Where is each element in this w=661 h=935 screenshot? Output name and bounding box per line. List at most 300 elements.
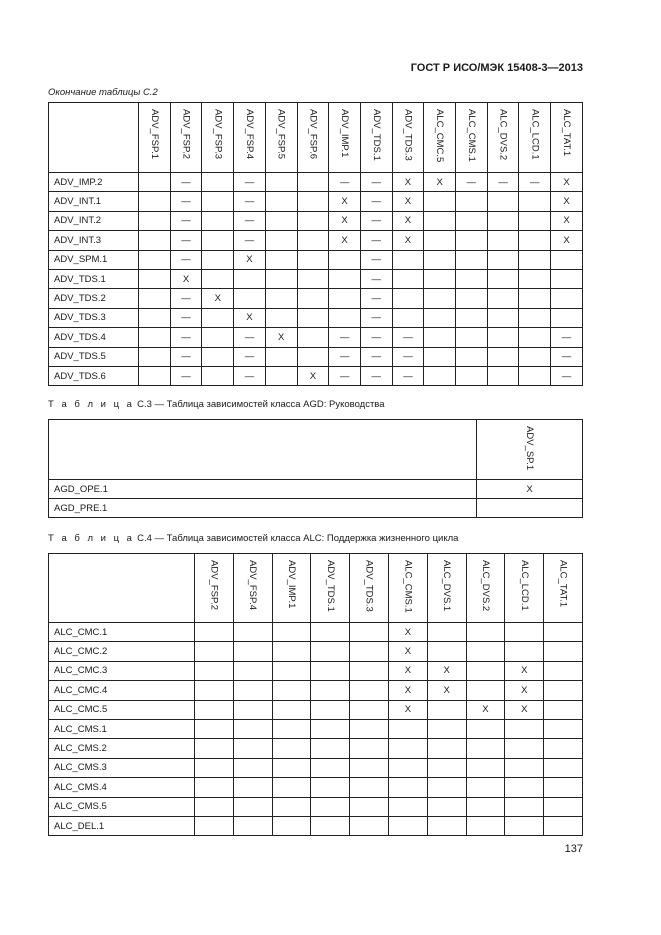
row-label: ADV_SPM.1	[49, 250, 139, 269]
dependency-cell	[350, 816, 389, 835]
dependency-cell	[311, 623, 350, 642]
table-row	[49, 623, 583, 642]
row-label: ADV_INT.1	[49, 192, 139, 211]
dependency-cell	[456, 366, 488, 385]
row-label: ADV_TDS.6	[49, 366, 139, 385]
dependency-cell: —	[360, 173, 392, 192]
dependency-cell	[487, 231, 519, 250]
dependency-cell	[487, 289, 519, 308]
dependency-cell	[234, 289, 266, 308]
dependency-cell	[272, 661, 311, 680]
dependency-cell	[388, 719, 427, 738]
column-header-label: ALC_CMC.5	[434, 109, 446, 163]
dependency-cell: —	[329, 347, 361, 366]
dependency-cell: X	[388, 642, 427, 661]
dependency-cell	[297, 231, 329, 250]
column-header-label: ADV_FSP.5	[275, 109, 287, 159]
dependency-cell	[424, 269, 456, 288]
dependency-cell	[139, 328, 171, 347]
dependency-cell	[139, 211, 171, 230]
dependency-cell	[195, 816, 234, 835]
column-header	[234, 103, 266, 173]
table-row	[49, 661, 583, 680]
row-label: ALC_CMC.1	[49, 623, 195, 642]
column-header-label: ADV_FSP.2	[208, 560, 220, 610]
dependency-cell: —	[487, 173, 519, 192]
dependency-cell	[466, 797, 505, 816]
dependency-cell	[519, 250, 551, 269]
column-header-label: ALC_CMS.1	[402, 560, 414, 613]
dependency-cell: X	[427, 661, 466, 680]
column-header-label: ALC_LCD.1	[518, 560, 530, 611]
dependency-cell	[456, 250, 488, 269]
dependency-cell	[456, 192, 488, 211]
row-label: AGD_OPE.1	[49, 480, 477, 499]
dependency-cell: —	[360, 211, 392, 230]
table-row	[49, 758, 583, 777]
dependency-cell	[350, 758, 389, 777]
dependency-cell	[202, 328, 234, 347]
table-row	[49, 719, 583, 738]
dependency-cell: —	[456, 173, 488, 192]
dependency-cell: X	[388, 661, 427, 680]
dependency-cell: —	[360, 366, 392, 385]
dependency-cell	[350, 623, 389, 642]
table-row	[49, 797, 583, 816]
dependency-cell	[272, 642, 311, 661]
row-label: ALC_DEL.1	[49, 816, 195, 835]
dependency-cell	[544, 623, 583, 642]
table-row	[49, 173, 583, 192]
dependency-cell	[427, 758, 466, 777]
dependency-cell	[272, 681, 311, 700]
dependency-cell: X	[388, 623, 427, 642]
table-row	[49, 642, 583, 661]
column-header-label: ALC_DVS.2	[479, 560, 491, 612]
dependency-cell	[233, 642, 272, 661]
row-label: ADV_INT.3	[49, 231, 139, 250]
dependency-cell	[477, 499, 583, 518]
dependency-cell	[297, 250, 329, 269]
column-header	[195, 554, 234, 623]
header-corner-cell	[49, 420, 477, 480]
dependency-cell: X	[388, 681, 427, 700]
dependency-cell	[202, 366, 234, 385]
dependency-cell	[329, 308, 361, 327]
dependency-cell	[519, 347, 551, 366]
column-header-label: ADV_FSP.1	[148, 109, 160, 159]
dependency-cell	[427, 778, 466, 797]
column-header	[170, 103, 202, 173]
dependency-cell: X	[466, 700, 505, 719]
dependency-cell	[456, 211, 488, 230]
dependency-cell: X	[170, 269, 202, 288]
table-c4	[48, 553, 583, 836]
dependency-cell	[388, 739, 427, 758]
table-c3	[48, 419, 583, 518]
column-header	[424, 103, 456, 173]
dependency-cell	[392, 250, 424, 269]
dependency-cell	[466, 681, 505, 700]
column-header	[265, 103, 297, 173]
column-header-label: ALC_TAT.1	[560, 109, 572, 157]
dependency-cell: X	[202, 289, 234, 308]
dependency-cell: —	[551, 328, 583, 347]
column-header-label: ALC_DVS.1	[441, 560, 453, 612]
dependency-cell	[456, 269, 488, 288]
dependency-cell	[195, 700, 234, 719]
dependency-cell	[519, 211, 551, 230]
dependency-cell: —	[170, 328, 202, 347]
dependency-cell: —	[360, 192, 392, 211]
dependency-cell	[424, 250, 456, 269]
row-label: ALC_CMC.5	[49, 700, 195, 719]
dependency-cell: —	[234, 347, 266, 366]
column-header	[519, 103, 551, 173]
dependency-cell	[139, 347, 171, 366]
dependency-cell	[519, 231, 551, 250]
header-corner-cell	[49, 554, 195, 623]
dependency-cell	[350, 797, 389, 816]
dependency-cell: —	[360, 269, 392, 288]
column-header	[360, 103, 392, 173]
column-header	[233, 554, 272, 623]
dependency-cell	[195, 758, 234, 777]
dependency-cell	[311, 700, 350, 719]
table-row	[49, 289, 583, 308]
dependency-cell	[297, 347, 329, 366]
dependency-cell	[544, 739, 583, 758]
dependency-cell	[272, 700, 311, 719]
dependency-cell	[139, 192, 171, 211]
dependency-cell	[350, 661, 389, 680]
dependency-cell: X	[505, 681, 544, 700]
column-header-label: ALC_LCD.1	[529, 109, 541, 160]
dependency-cell: —	[329, 366, 361, 385]
dependency-cell: X	[477, 480, 583, 499]
dependency-cell	[272, 623, 311, 642]
dependency-cell	[456, 328, 488, 347]
dependency-cell	[388, 778, 427, 797]
dependency-cell	[311, 816, 350, 835]
dependency-cell	[350, 700, 389, 719]
row-label: ADV_INT.2	[49, 211, 139, 230]
dependency-cell	[202, 211, 234, 230]
dependency-cell	[272, 739, 311, 758]
dependency-cell	[311, 758, 350, 777]
column-header	[392, 103, 424, 173]
dependency-cell	[466, 623, 505, 642]
table-row	[49, 308, 583, 327]
column-header	[477, 420, 583, 480]
dependency-cell	[202, 347, 234, 366]
table-row	[49, 211, 583, 230]
dependency-cell	[427, 719, 466, 738]
column-header-label: ADV_IMP.1	[285, 560, 297, 609]
dependency-cell: —	[234, 192, 266, 211]
dependency-cell: —	[170, 250, 202, 269]
dependency-cell	[427, 623, 466, 642]
dependency-cell	[297, 192, 329, 211]
dependency-cell	[272, 719, 311, 738]
table-row	[49, 366, 583, 385]
column-header-label: ADV_FSP.2	[180, 109, 192, 159]
row-label: ALC_CMC.2	[49, 642, 195, 661]
dependency-cell: —	[234, 173, 266, 192]
dependency-cell	[424, 289, 456, 308]
dependency-cell: —	[551, 366, 583, 385]
table-row	[49, 681, 583, 700]
dependency-cell	[519, 269, 551, 288]
dependency-cell	[388, 758, 427, 777]
dependency-cell	[424, 192, 456, 211]
column-header	[350, 554, 389, 623]
dependency-cell: —	[170, 366, 202, 385]
dependency-cell	[265, 211, 297, 230]
column-header	[544, 554, 583, 623]
dependency-cell: —	[329, 328, 361, 347]
table-c2	[48, 102, 583, 386]
dependency-cell	[265, 269, 297, 288]
dependency-cell	[195, 661, 234, 680]
dependency-cell	[233, 778, 272, 797]
table-row	[49, 231, 583, 250]
dependency-cell	[139, 173, 171, 192]
dependency-cell	[234, 269, 266, 288]
dependency-cell: X	[329, 192, 361, 211]
table-row	[49, 778, 583, 797]
row-label: ALC_CMC.4	[49, 681, 195, 700]
dependency-cell	[466, 719, 505, 738]
dependency-cell	[265, 173, 297, 192]
column-header-label: ADV_TDS.3	[363, 560, 375, 612]
dependency-cell	[544, 681, 583, 700]
dependency-cell	[329, 269, 361, 288]
dependency-cell	[487, 192, 519, 211]
table-row	[49, 700, 583, 719]
dependency-cell	[466, 661, 505, 680]
dependency-cell	[456, 347, 488, 366]
dependency-cell	[487, 308, 519, 327]
dependency-cell	[265, 289, 297, 308]
dependency-cell	[233, 661, 272, 680]
dependency-cell	[456, 308, 488, 327]
table-c4-caption-text: С.4 — Таблица зависимостей класса ALC: Поддержка жизненного цикла	[137, 533, 459, 544]
table-c4-caption	[48, 533, 458, 544]
dependency-cell	[350, 681, 389, 700]
dependency-cell	[311, 642, 350, 661]
dependency-cell: —	[329, 173, 361, 192]
dependency-cell	[424, 347, 456, 366]
dependency-cell	[424, 308, 456, 327]
column-header-label: ADV_TDS.1	[370, 109, 382, 161]
dependency-cell	[233, 816, 272, 835]
table-row	[49, 480, 583, 499]
column-header	[329, 103, 361, 173]
dependency-cell	[427, 642, 466, 661]
dependency-cell: X	[392, 192, 424, 211]
dependency-cell	[195, 778, 234, 797]
dependency-cell	[202, 269, 234, 288]
column-header	[456, 103, 488, 173]
dependency-cell	[392, 289, 424, 308]
dependency-cell	[265, 366, 297, 385]
dependency-cell	[297, 328, 329, 347]
column-header	[427, 554, 466, 623]
dependency-cell	[544, 758, 583, 777]
dependency-cell: —	[392, 347, 424, 366]
column-header	[297, 103, 329, 173]
dependency-cell	[544, 797, 583, 816]
dependency-cell: X	[265, 328, 297, 347]
dependency-cell	[233, 797, 272, 816]
dependency-cell: —	[170, 211, 202, 230]
dependency-cell	[544, 719, 583, 738]
dependency-cell	[519, 308, 551, 327]
row-label: ADV_IMP.2	[49, 173, 139, 192]
dependency-cell	[311, 778, 350, 797]
dependency-cell	[427, 739, 466, 758]
dependency-cell: —	[170, 347, 202, 366]
dependency-cell	[311, 661, 350, 680]
dependency-cell: X	[392, 173, 424, 192]
dependency-cell	[544, 700, 583, 719]
table-row	[49, 499, 583, 518]
dependency-cell	[195, 739, 234, 758]
dependency-cell	[297, 308, 329, 327]
dependency-cell: X	[392, 211, 424, 230]
column-header	[487, 103, 519, 173]
dependency-cell: —	[392, 328, 424, 347]
dependency-cell	[233, 758, 272, 777]
dependency-cell: X	[551, 192, 583, 211]
dependency-cell	[233, 681, 272, 700]
dependency-cell	[388, 797, 427, 816]
dependency-cell	[195, 642, 234, 661]
dependency-cell	[466, 758, 505, 777]
dependency-cell	[505, 642, 544, 661]
dependency-cell	[139, 289, 171, 308]
document-header: ГОСТ Р ИСО/МЭК 15408-3—2013	[410, 62, 583, 74]
dependency-cell	[505, 758, 544, 777]
dependency-cell	[466, 816, 505, 835]
dependency-cell: —	[170, 231, 202, 250]
dependency-cell	[350, 739, 389, 758]
dependency-cell	[233, 719, 272, 738]
dependency-cell	[233, 739, 272, 758]
dependency-cell	[505, 816, 544, 835]
row-label: ADV_TDS.3	[49, 308, 139, 327]
dependency-cell: X	[505, 700, 544, 719]
dependency-cell	[424, 231, 456, 250]
table-row	[49, 250, 583, 269]
header-corner-cell	[49, 103, 139, 173]
dependency-cell	[424, 328, 456, 347]
table-c4-caption-prefix: Т а б л и ц а	[48, 533, 135, 544]
column-header-label: ADV_FSP.4	[247, 560, 259, 610]
dependency-cell	[311, 681, 350, 700]
dependency-cell: X	[329, 231, 361, 250]
column-header-label: ADV_SP.1	[524, 426, 535, 471]
table-row	[49, 347, 583, 366]
column-header	[551, 103, 583, 173]
dependency-cell	[505, 778, 544, 797]
dependency-cell	[202, 250, 234, 269]
page-number: 137	[564, 843, 583, 855]
dependency-cell	[329, 289, 361, 308]
dependency-cell	[297, 289, 329, 308]
column-header	[311, 554, 350, 623]
table-c3-caption-prefix: Т а б л и ц а	[48, 399, 135, 410]
dependency-cell	[202, 173, 234, 192]
dependency-cell: —	[360, 308, 392, 327]
column-header-label: ALC_TAT.1	[557, 560, 569, 608]
dependency-cell	[329, 250, 361, 269]
row-label: ALC_CMC.3	[49, 661, 195, 680]
dependency-cell	[505, 719, 544, 738]
row-label: ALC_CMS.5	[49, 797, 195, 816]
dependency-cell	[487, 366, 519, 385]
dependency-cell	[297, 211, 329, 230]
dependency-cell	[544, 778, 583, 797]
dependency-cell: X	[234, 250, 266, 269]
dependency-cell: —	[360, 328, 392, 347]
dependency-cell: —	[170, 289, 202, 308]
dependency-cell	[139, 250, 171, 269]
dependency-cell	[505, 623, 544, 642]
dependency-cell: —	[392, 366, 424, 385]
dependency-cell	[551, 308, 583, 327]
dependency-cell	[265, 250, 297, 269]
dependency-cell: —	[170, 308, 202, 327]
dependency-cell	[195, 623, 234, 642]
row-label: ALC_CMS.2	[49, 739, 195, 758]
column-header	[388, 554, 427, 623]
dependency-cell	[505, 797, 544, 816]
dependency-cell	[519, 192, 551, 211]
dependency-cell	[265, 231, 297, 250]
column-header-label: ALC_CMS.1	[465, 109, 477, 162]
dependency-cell: X	[551, 231, 583, 250]
table-row	[49, 739, 583, 758]
dependency-cell	[265, 347, 297, 366]
dependency-cell	[519, 289, 551, 308]
dependency-cell	[487, 347, 519, 366]
dependency-cell	[297, 269, 329, 288]
column-header	[466, 554, 505, 623]
dependency-cell	[350, 642, 389, 661]
dependency-cell: X	[551, 173, 583, 192]
row-label: ADV_TDS.2	[49, 289, 139, 308]
row-label: ADV_TDS.1	[49, 269, 139, 288]
column-header-label: ADV_IMP.1	[339, 109, 351, 158]
dependency-cell	[392, 269, 424, 288]
table-c3-caption	[48, 399, 385, 410]
dependency-cell	[350, 719, 389, 738]
row-label: AGD_PRE.1	[49, 499, 477, 518]
dependency-cell: —	[519, 173, 551, 192]
dependency-cell: —	[360, 250, 392, 269]
dependency-cell	[202, 231, 234, 250]
column-header-label: ADV_TDS.1	[324, 560, 336, 612]
dependency-cell	[233, 700, 272, 719]
dependency-cell: —	[551, 347, 583, 366]
column-header	[202, 103, 234, 173]
table-row	[49, 816, 583, 835]
dependency-cell: X	[424, 173, 456, 192]
dependency-cell	[487, 328, 519, 347]
dependency-cell	[195, 797, 234, 816]
